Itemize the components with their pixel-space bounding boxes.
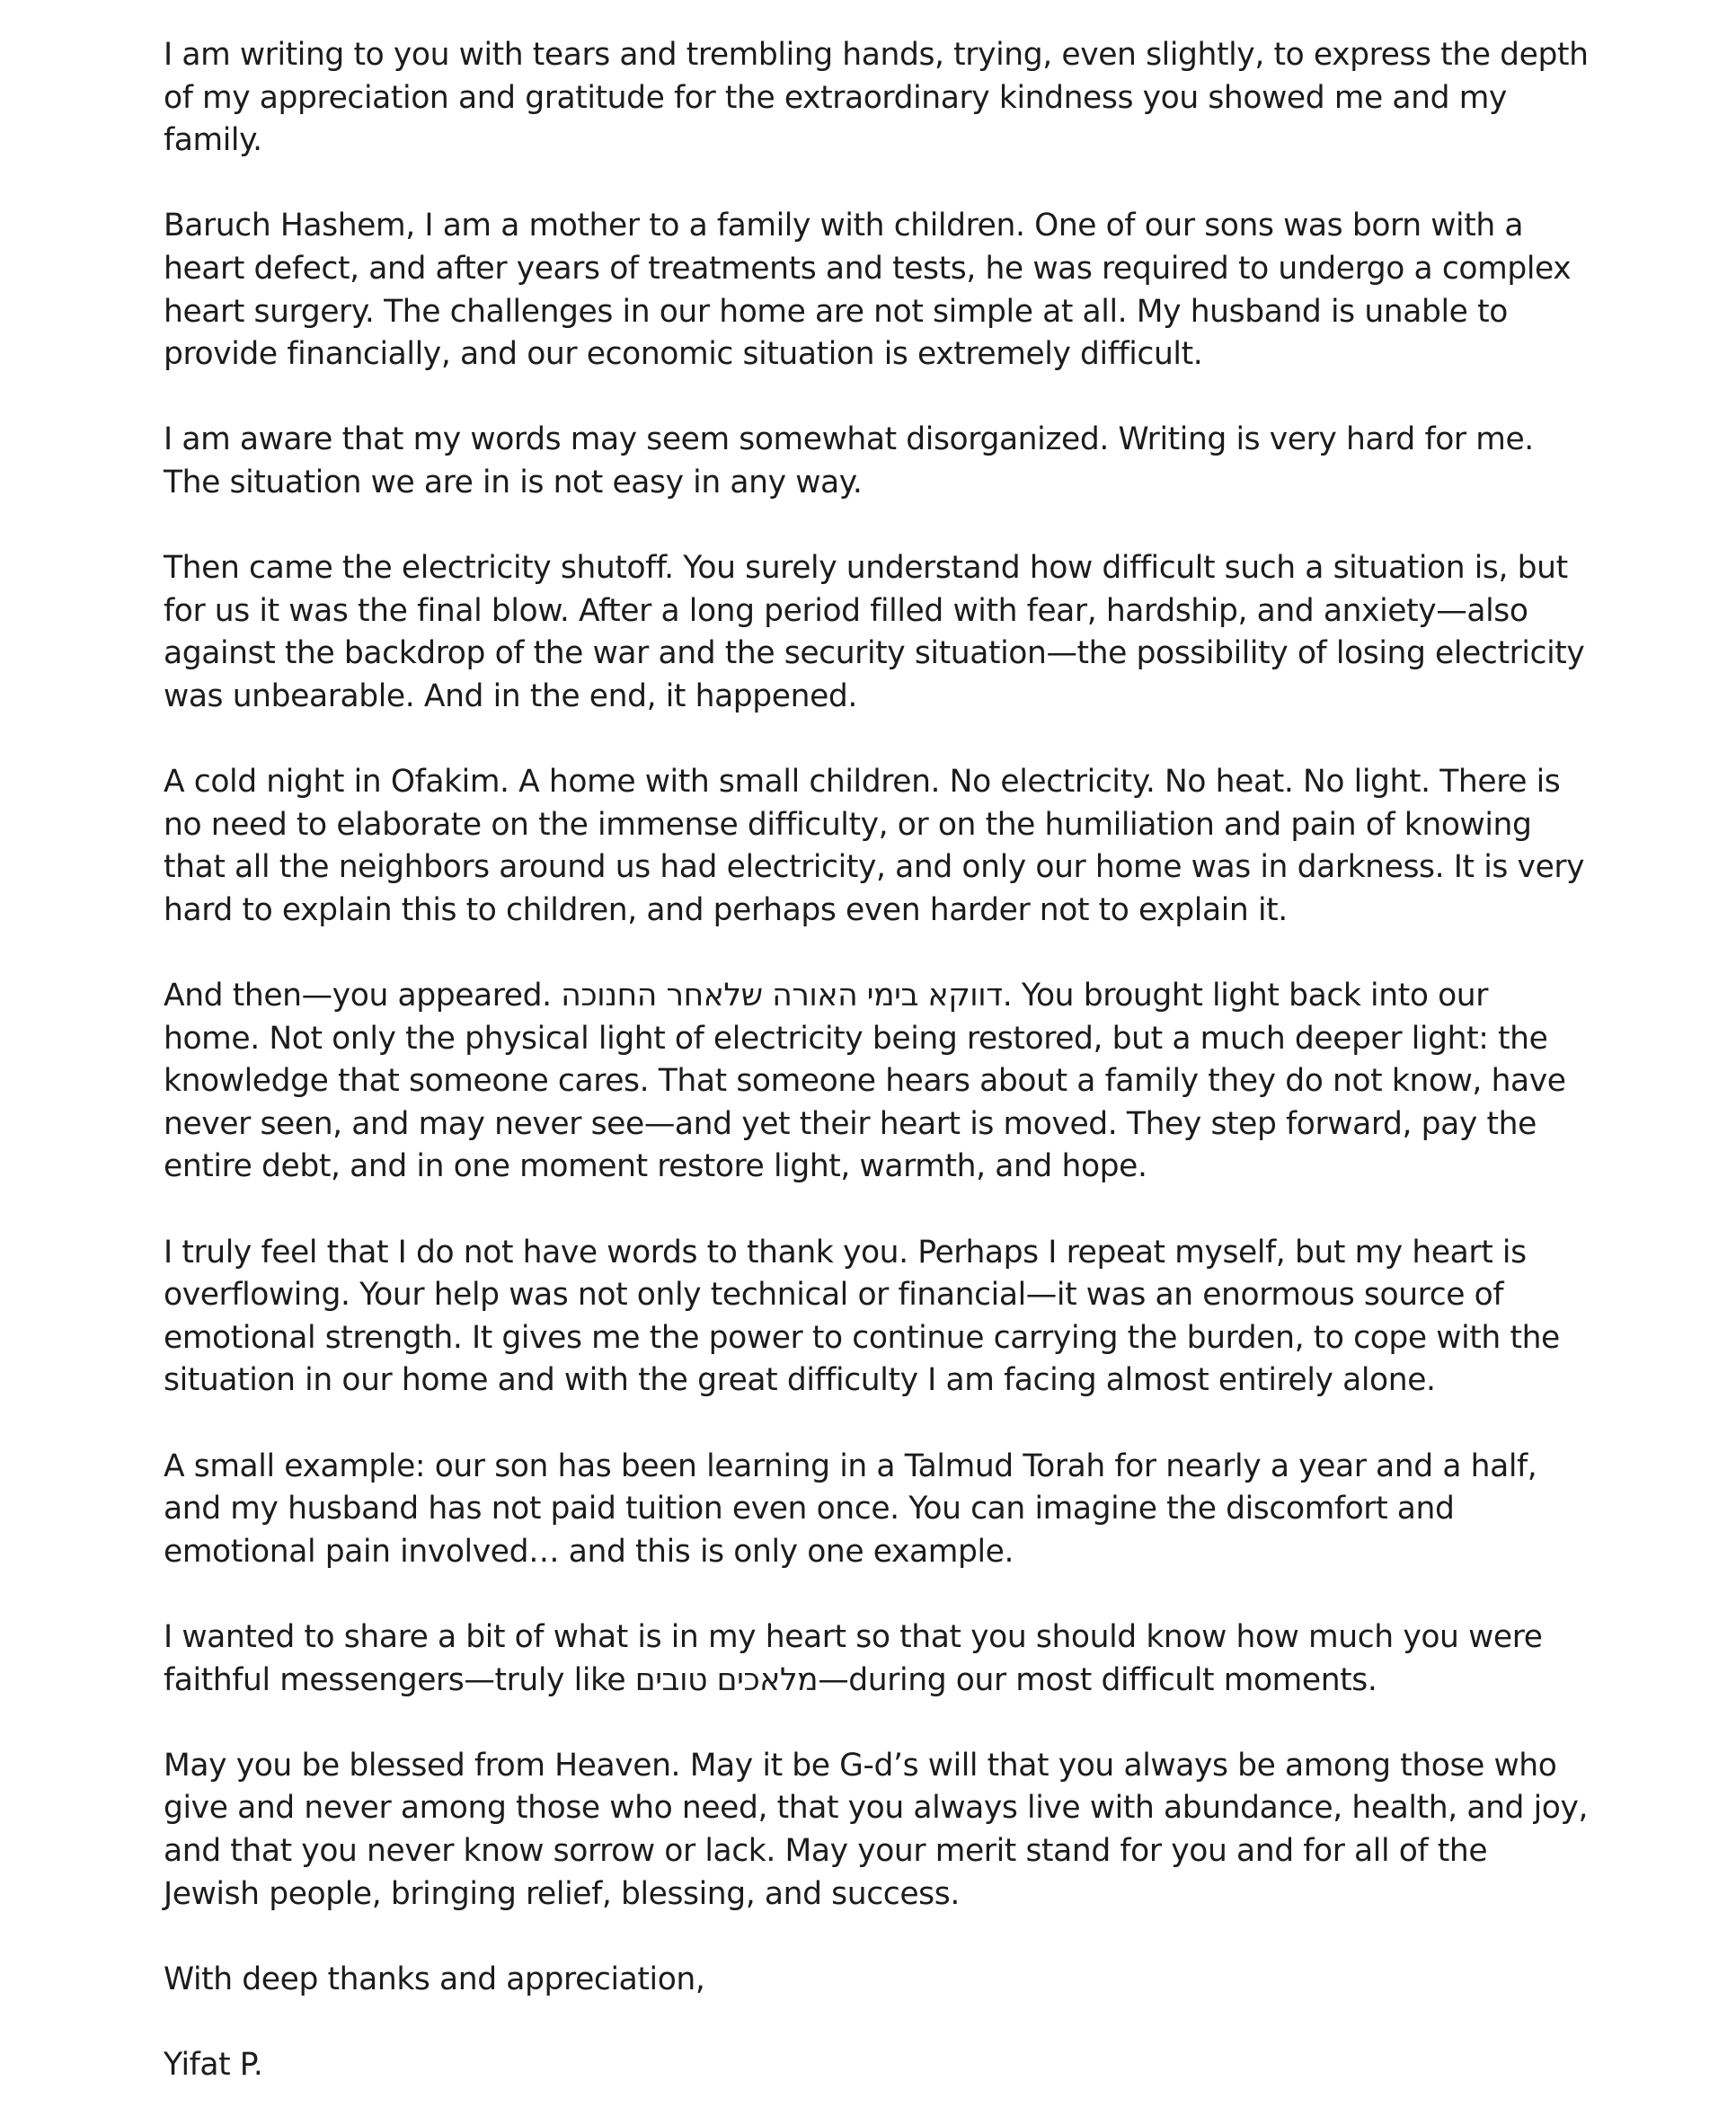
signature: Yifat P.: [164, 2046, 263, 2083]
letter-body: [164, 34, 1592, 2087]
paragraph-gratitude: I truly feel that I do not have words to thank you. Perhaps I repeat myself, but my heart is overflowing. Your help was not only technical or financial—it was an enormous source of emotional strength. It gives me the power to continue carrying the burden, to cope with the situation in our home and with the great difficulty I am facing almost entirely alone.: [164, 1234, 1560, 1399]
paragraph-example: A small example: our son has been learning in a Talmud Torah for nearly a year and a half, and my husband has not paid tuition even once. You can imagine the discomfort and emotional pain involved… and this is only one example.: [164, 1448, 1537, 1570]
closing-line: With deep thanks and appreciation,: [164, 1961, 705, 1997]
paragraph-writing-difficulty: I am aware that my words may seem somewhat disorganized. Writing is very hard for me. The situation we are in is not easy in any way.: [164, 421, 1534, 500]
paragraph-cold-night: A cold night in Ofakim. A home with small children. No electricity. No heat. No light. There is no need to elaborate on the immense difficulty, or on the humiliation and pain of knowing that all the neighbors around us had electricity, and only our home was in darkness. It is very hard to explain this to children, and perhaps even harder not to explain it.: [164, 764, 1585, 928]
paragraph-intro: I am writing to you with tears and trembling hands, trying, even slightly, to express the depth of my appreciation and gratitude for the extraordinary kindness you showed me and my family.: [164, 37, 1589, 159]
paragraph-messengers: [164, 1616, 1592, 1702]
hebrew-phrase-chanukah: דווקא בימי האורה שלאחר החנוכה: [561, 978, 1003, 1014]
paragraph-messengers-start: I wanted to share a bit of what is in my heart so that you should know how much you were faithful messengers—truly like: [164, 1618, 1543, 1698]
paragraph-you-appeared-rest: . You brought light back into our home. Not only the physical light of electricity being restored, but a much deeper light: the knowledge that someone cares. That someone hears about a family they do not know, have never seen, and may never see—and yet their heart is moved. They step forward, pay the entire debt, and in one moment restore light, warmth, and hope.: [164, 978, 1566, 1185]
paragraph-electricity-shutoff: Then came the electricity shutoff. You surely understand how difficult such a situation is, but for us it was the final blow. After a long period filled with fear, hardship, and anxiety—also against the backdrop of the war and the security situation—the possibility of losing electricity was unbearable. And in the end, it happened.: [164, 550, 1585, 714]
paragraph-blessing: May you be blessed from Heaven. May it be G-d’s will that you always be among those who give and never among those who need, that you always live with abundance, health, and joy, and that you never know sorrow or lack. May your merit stand for you and for all of the Jewish people, bringing relief, blessing, and success.: [164, 1747, 1589, 1912]
paragraph-messengers-rest: —during our most difficult moments.: [818, 1661, 1377, 1698]
hebrew-phrase-good-angels: מלאכים טובים: [634, 1661, 819, 1698]
paragraph-family-situation: Baruch Hashem, I am a mother to a family with children. One of our sons was born with a heart defect, and after years of treatments and tests, he was required to undergo a complex heart surgery. The challenges in our home are not simple at all. My husband is unable to provide financially, and our economic situation is extremely difficult.: [164, 208, 1572, 373]
paragraph-you-appeared-start: And then—you appeared.: [164, 978, 562, 1014]
paragraph-you-appeared: [164, 975, 1592, 1189]
